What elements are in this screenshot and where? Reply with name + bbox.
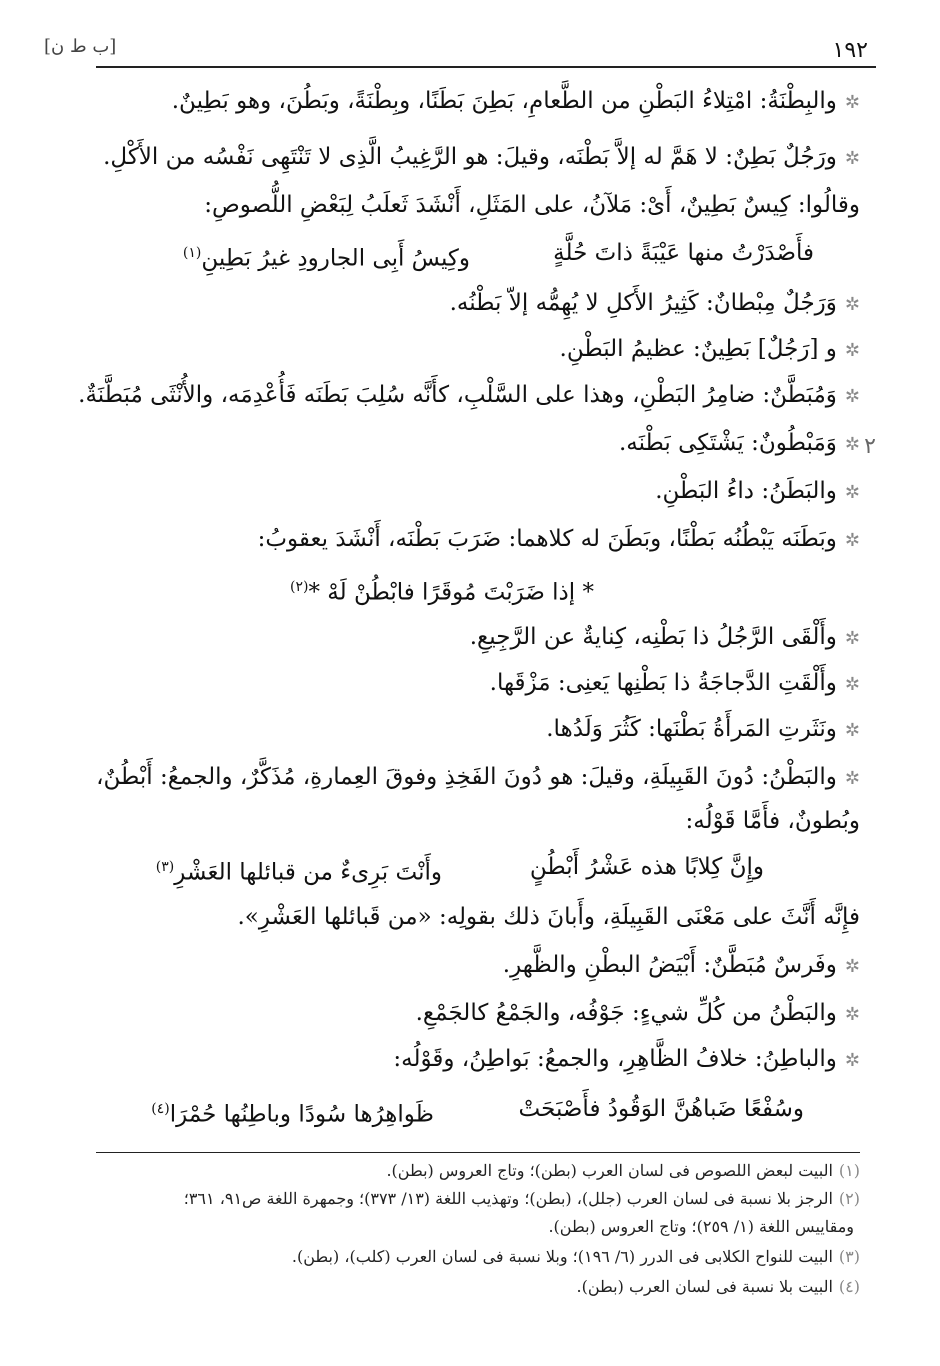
bullet-icon: ✲ <box>844 148 860 169</box>
entry-line: ✲ورَجُلٌ بَطِنٌ: لا هَمَّ له إلاَّ بَطْنَه، وقيلَ: هو الرَّغِيبُ الَّذِى لا تَنْتَهِى نَفْسُه من الأَكْلِ. <box>103 144 860 170</box>
footnote-marker: (١) <box>182 245 202 261</box>
bullet-icon: ✲ <box>844 294 860 315</box>
footnote: (٢)الرجز بلا نسبة فى لسان العرب (جلل)، (بطن)؛ وتهذيب اللغة (١٣/ ٣٧٣)؛ وجمهرة اللغة ص٩١، ٣٦١؛ <box>183 1189 860 1208</box>
header-rule <box>96 66 876 68</box>
footnote-marker: (٣) <box>155 859 175 875</box>
verse-hemistich-second: وأَنْتَ بَرِىءٌ من قبائلها العَشْرِ$^{(٣)}$ <box>155 859 442 886</box>
bullet-icon: ✲ <box>844 434 860 455</box>
entry-line: ✲والبَطْنُ من كُلِّ شيءٍ: جَوْفُه، والجَمْعُ كالجَمْعِ. <box>415 1000 860 1026</box>
bullet-icon: ✲ <box>844 92 860 113</box>
entry-line: ✲وأَلْقَتِ الدَّجاجَةُ ذا بَطْنِها يَعنِى: مَزْقَها. <box>489 670 860 696</box>
entry-line: ✲والبِطْنَةُ: امْتِلاءُ البَطْنِ من الطَّعامِ، بَطِنَ بَطَنًا، وبِطْنَةً، وبَطُنَ، وهو بَطِينٌ. <box>171 88 860 114</box>
bullet-icon: ✲ <box>844 386 860 407</box>
root-label: [ب ط ن] <box>44 36 117 57</box>
verse-hemistich-second: ظَواهِرُها سُودًا وباطِنُها حُمْرَا$^{(٤)}$ <box>151 1101 434 1128</box>
entry-line: وقالُوا: كِيسٌ بَطِينٌ، أَىْ: مَلآنُ، على المَثَلِ، أَنْشَدَ ثَعلَبُ لِبَعْضِ اللُّصوصِ: <box>204 192 860 218</box>
entry-line: وبُطونٌ، فأَمَّا قَوْلُه: <box>685 808 860 834</box>
bullet-icon: ✲ <box>844 530 860 551</box>
bullet-icon: ✲ <box>844 1004 860 1025</box>
footnote-rule <box>96 1152 860 1153</box>
footnote: (١)البيت لبعض اللصوص فى لسان العرب (بطن)؛ وتاج العروس (بطن). <box>386 1161 860 1180</box>
footnote-marker: (٢) <box>290 579 309 595</box>
footnote-marker: (٤) <box>151 1101 170 1117</box>
bullet-icon: ✲ <box>844 482 860 503</box>
footnote: (٤)البيت بلا نسبة فى لسان العرب (بطن). <box>576 1277 860 1296</box>
entry-line: ✲وبَطَنَه يَبْطُنُه بَطْنًا، وبَطَنَ له كلاهما: ضَرَبَ بَطْنَه، أَنْشَدَ يعقوبُ: <box>257 526 860 552</box>
verse-hemistich-first: فأَصْدَرْتُ منها عَيْبَةً ذاتَ حُلَّةٍ <box>553 240 814 266</box>
footnote: (٣)البيت للنواح الكلابى فى الدرر (٦/ ١٩٦)؛ وبلا نسبة فى لسان العرب (كلب)، (بطن). <box>291 1247 860 1266</box>
verse-hemistich-first: وإِنَّ كِلابًا هذه عَشْرُ أَبْطُنٍ <box>529 854 764 880</box>
entry-line: ✲و [رَجُلٌ] بَطِينٌ: عظيمُ البَطْنِ. <box>559 336 860 362</box>
entry-line: ✲وَمَبْطُونٌ: يَشْتَكِى بَطْنَه. <box>618 430 860 456</box>
entry-line: ✲وأَلْقَى الرَّجُلُ ذا بَطْنِه، كِنايةٌ عن الرَّجِيعِ. <box>469 624 860 650</box>
bullet-icon: ✲ <box>844 956 860 977</box>
entry-line: ✲ونَثَرتِ المَرأَةُ بَطْنَها: كَثُرَ وَلَدُها. <box>546 716 860 742</box>
page-number: ١٩٢ <box>832 38 868 63</box>
entry-line: ✲والبَطَنُ: داءُ البَطْنِ. <box>655 478 860 504</box>
margin-note: ٢ <box>864 434 876 459</box>
bullet-icon: ✲ <box>844 340 860 361</box>
bullet-icon: ✲ <box>844 1050 860 1071</box>
verse-line: * إذا ضَرَبْتَ مُوقَرًا فابْطُنْ لَهْ *$^{(٢)}$ <box>290 579 594 606</box>
entry-line: ✲وَرَجُلٌ مِبْطانٌ: كَثِيرُ الأَكلِ لا يُهِمُّه إلاّ بَطْنُه. <box>449 290 860 316</box>
footnote: ومقاييس اللغة (١/ ٢٥٩)؛ وتاج العروس (بطن). <box>548 1217 854 1236</box>
entry-line: ✲وفَرسٌ مُبَطَّنٌ: أَبْيَضُ البطْنِ والظَّهرِ. <box>502 952 860 978</box>
entry-line: فإِنَّه أَنَّثَ على مَعْنَى القَبِيلَةِ، وأَبانَ ذلك بقولِه: «من قَبائلها العَشْرِ». <box>237 904 860 930</box>
bullet-icon: ✲ <box>844 674 860 695</box>
entry-line: ✲والباطِنُ: خلافُ الظَّاهِرِ، والجمعُ: بَواطِنُ، وقَوْلُه: <box>393 1046 860 1072</box>
verse-hemistich-second: وكِيسُ أَبِى الجارودِ غيرُ بَطِينِ$^{(١)}$ <box>182 245 470 272</box>
bullet-icon: ✲ <box>844 768 860 789</box>
verse-hemistich-first: وسُفْعًا ضَباهُنَّ الوَقُودُ فأَصْبَحَتْ <box>518 1096 804 1122</box>
entry-line: ✲وَمُبَطَّنٌ: ضامِرُ البَطْنِ، وهذا على السَّلْبِ، كأَنَّه سُلِبَ بَطَنَه فَأُعْدِمَه، والأُنْثَى مُبَطَّنَةٌ. <box>78 382 860 408</box>
bullet-icon: ✲ <box>844 720 860 741</box>
bullet-icon: ✲ <box>844 628 860 649</box>
entry-line: ✲والبَطْنُ: دُونَ القَبِيلَةِ، وقيلَ: هو دُونَ الفَخِذِ وفوقَ العِمارةِ، مُذَكَّرٌ، والجمعُ: أَبْطُنٌ، <box>96 764 860 790</box>
